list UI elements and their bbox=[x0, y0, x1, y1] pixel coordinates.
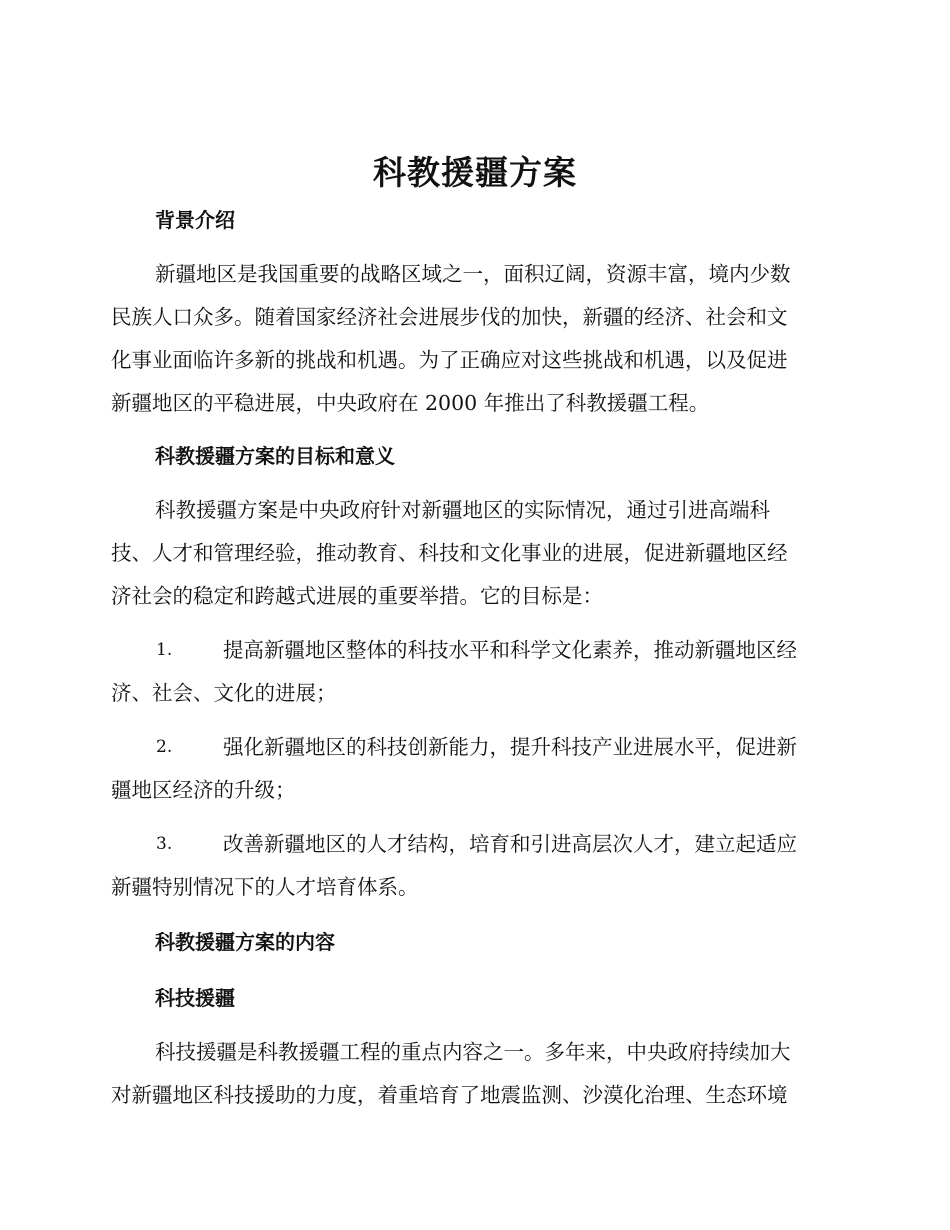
page-title: 科教援疆方案 bbox=[373, 153, 577, 192]
list-item bbox=[111, 726, 831, 812]
list-item-number: 2. bbox=[156, 737, 173, 757]
paragraph-tech bbox=[111, 1031, 831, 1117]
paragraph-line: 民族人口众多。随着国家经济社会进展步伐的加快，新疆的经济、社会和文 bbox=[111, 305, 788, 329]
paragraph-line: 化事业面临许多新的挑战和机遇。为了正确应对这些挑战和机遇，以及促进 bbox=[111, 348, 788, 372]
heading-goals: 科教援疆方案的目标和意义 bbox=[155, 444, 395, 468]
list-item-number: 1. bbox=[156, 640, 173, 660]
list-item-line: 强化新疆地区的科技创新能力，提升科技产业进展水平，促进新 bbox=[223, 735, 797, 759]
list-item-line: 济、社会、文化的进展； bbox=[111, 681, 337, 705]
heading-tech: 科技援疆 bbox=[155, 986, 235, 1010]
list-item-line: 提高新疆地区整体的科技水平和科学文化素养，推动新疆地区经 bbox=[223, 638, 797, 662]
paragraph-line: 科技援疆是科教援疆工程的重点内容之一。多年来，中央政府持续加大 bbox=[155, 1040, 791, 1064]
paragraph-line: 技、人才和管理经验，推动教育、科技和文化事业的进展，促进新疆地区经 bbox=[111, 541, 788, 565]
list-item bbox=[111, 629, 831, 715]
paragraph-line: 新疆地区是我国重要的战略区域之一，面积辽阔，资源丰富，境内少数 bbox=[155, 262, 791, 286]
heading-content: 科教援疆方案的内容 bbox=[155, 930, 335, 954]
list-item-line: 疆地区经济的升级； bbox=[111, 778, 296, 802]
paragraph-goals bbox=[111, 489, 831, 618]
paragraph-line: 济社会的稳定和跨越式进展的重要举措。它的目标是： bbox=[111, 584, 603, 608]
paragraph-line: 对新疆地区科技援助的力度，着重培育了地震监测、沙漠化治理、生态环境 bbox=[111, 1083, 788, 1107]
paragraph-line: 新疆地区的平稳进展，中央政府在 2000 年推出了科教援疆工程。 bbox=[111, 391, 710, 415]
list-item-line: 改善新疆地区的人才结构，培育和引进高层次人才，建立起适应 bbox=[223, 832, 797, 856]
list-item-number: 3. bbox=[156, 834, 173, 854]
heading-background: 背景介绍 bbox=[155, 208, 235, 232]
list-item-line: 新疆特别情况下的人才培育体系。 bbox=[111, 875, 419, 899]
list-item bbox=[111, 823, 831, 909]
paragraph-line: 科教援疆方案是中央政府针对新疆地区的实际情况，通过引进高端科 bbox=[155, 498, 770, 522]
paragraph-background bbox=[111, 253, 831, 425]
